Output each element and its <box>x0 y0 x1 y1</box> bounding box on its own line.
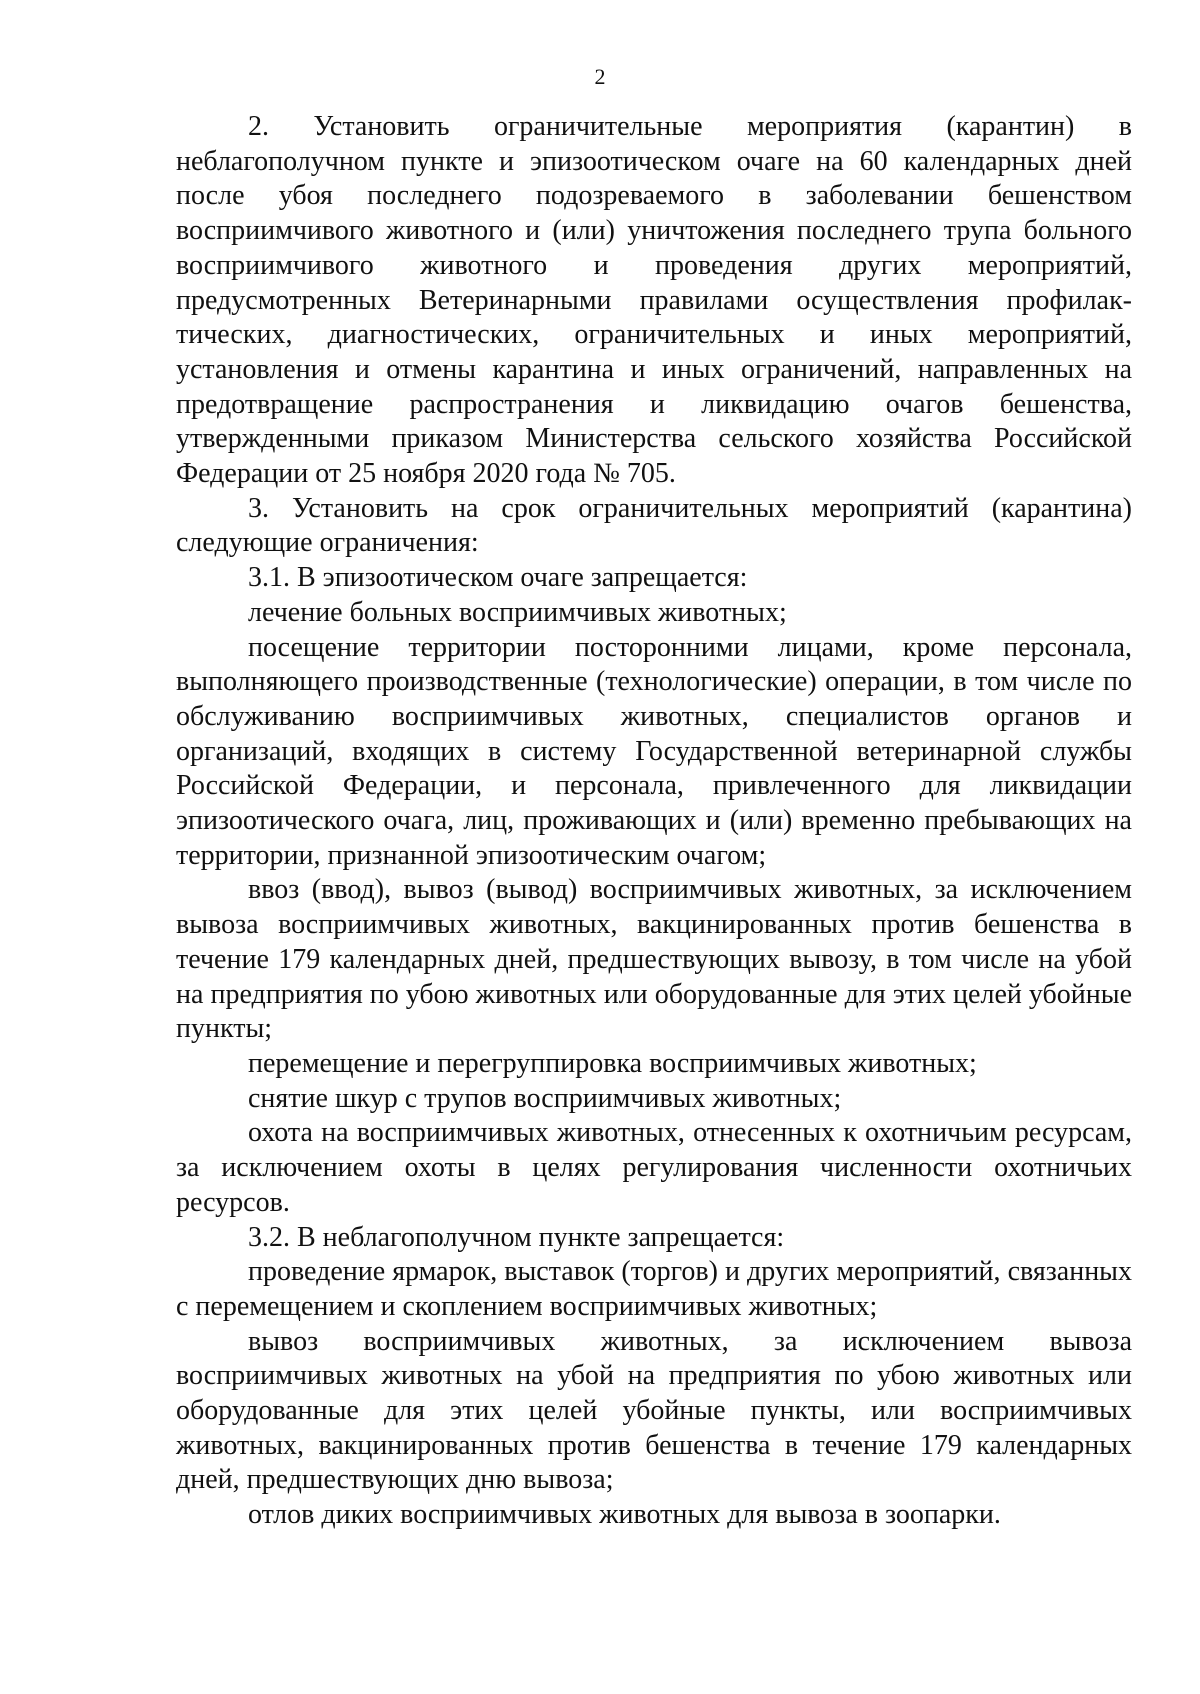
paragraph-import-export: ввоз (ввод), вывоз (вывод) восприимчивых животных, за исключением вывоза восприимчивых животных, вакцинированных против бешенства в течение 179 календарных дней, предшествующих вывозу, в том числе на убой на предприятия по убою животных или оборудованные для этих целей убойные пункты; <box>176 874 1132 1045</box>
paragraph-visiting: посещение территории посторонними лицами, кроме персонала, выполняющего производственные (технологические) операции, в том числе по обслуживанию восприимчивых животных, специалистов органов и организаций, входящих в систему Государственной ветеринарной службы Российской Федерации, и персонала, привлеченного для ликвидации эпизоотического очага, лиц, проживающих и (или) временно пребывающих на территории, признанной эпизоотическим очагом; <box>176 631 1132 871</box>
paragraph-skinning: снятие шкур с трупов восприимчивых животных; <box>248 1082 842 1114</box>
paragraph-quarantine: 2. Установить ограничительные мероприятия (карантин) в неблагополучном пункте и эпизоотическом очаге на 60 календарных дней после убоя последнего подозреваемого в заболевании бешенством восприимчивого животного и (или) уничтожения последнего трупа больного восприимчивого животного и проведения других мероприятий, предусмотренных Ветеринарными правилами осуществления профилак-тических, диагностических, ограничительных и иных мероприятий, установления и отмены карантина и иных ограничений, направленных на предотвращение распространения и ликвидацию очагов бешенства, утвержденными приказом Министерства сельского хозяйства Российской Федерации от 25 ноября 2020 года № 705. <box>176 111 1132 490</box>
paragraph-movement: перемещение и перегруппировка восприимчивых животных; <box>248 1047 977 1079</box>
document-body <box>176 110 1132 1533</box>
paragraph-removal: вывоз восприимчивых животных, за исключением вывоза восприимчивых животных на убой на предприятия по убою животных или оборудованные для этих целей убойные пункты, или восприимчивых животных, вакцинированных против бешенства в течение 179 календарных дней, предшествующих дню вывоза; <box>176 1325 1132 1496</box>
paragraph-restrictions-intro: 3. Установить на срок ограничительных мероприятий (карантина) следующие ограничения: <box>176 492 1132 559</box>
paragraph-treatment: лечение больных восприимчивых животных; <box>248 596 787 628</box>
page-number: 2 <box>594 64 606 89</box>
paragraph-focus-heading: 3.1. В эпизоотическом очаге запрещается: <box>248 562 748 594</box>
paragraph-hunting: охота на восприимчивых животных, отнесенных к охотничьим ресурсам, за исключением охоты в целях регулирования численности охотничьих ресурсов. <box>176 1117 1132 1218</box>
paragraph-trapping: отлов диких восприимчивых животных для вывоза в зоопарки. <box>248 1499 1001 1531</box>
paragraph-fairs: проведение ярмарок, выставок (торгов) и других мероприятий, связанных с перемещением и скоплением восприимчивых животных; <box>176 1256 1132 1322</box>
paragraph-point-heading: 3.2. В неблагополучном пункте запрещается: <box>248 1221 785 1253</box>
